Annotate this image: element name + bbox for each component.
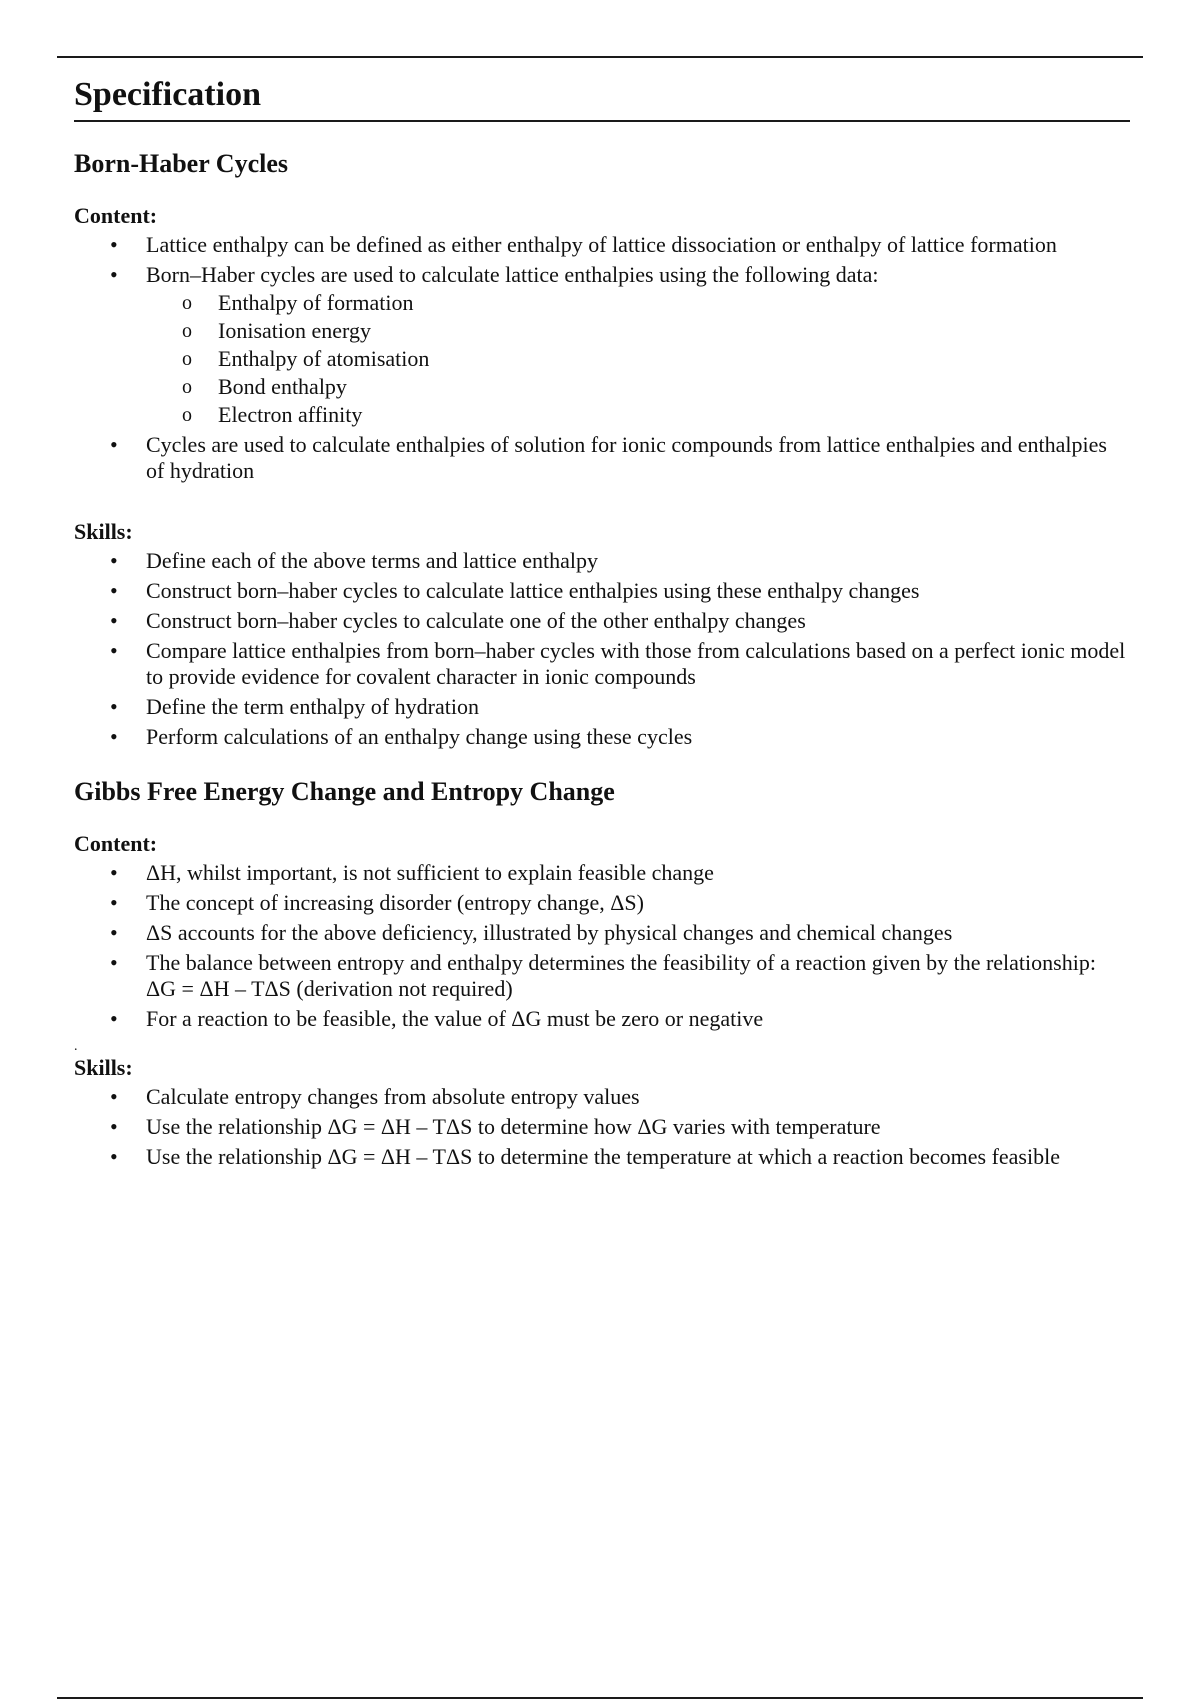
list-item-text: Perform calculations of an enthalpy change using these cycles — [146, 724, 693, 749]
list-item-text: ΔS accounts for the above deficiency, illustrated by physical changes and chemical changes — [146, 920, 953, 945]
bullet-marker: • — [110, 890, 118, 915]
sublist-item — [182, 290, 1126, 316]
skills-label: Skills: — [74, 519, 133, 544]
content-list — [74, 232, 1134, 484]
section-heading-born-haber: Born-Haber Cycles — [74, 149, 288, 178]
section-heading-gibbs: Gibbs Free Energy Change and Entropy Change — [74, 777, 615, 806]
list-item-text: For a reaction to be feasible, the value of ΔG must be zero or negative — [146, 1006, 764, 1031]
bullet-marker: • — [110, 694, 118, 719]
content-list — [74, 860, 1134, 1032]
list-item — [110, 1144, 1126, 1170]
list-item-text: Born–Haber cycles are used to calculate lattice enthalpies using the following data: — [146, 262, 879, 287]
circle-marker: o — [182, 404, 192, 426]
list-item — [110, 1084, 1126, 1110]
list-item-text: Compare lattice enthalpies from born–haber cycles with those from calculations based on a perfect ionic model to provide evidence for covalent character in ionic compounds — [146, 638, 1126, 689]
circle-marker: o — [182, 348, 192, 370]
sublist-item-text: Electron affinity — [218, 402, 363, 427]
bullet-marker: • — [110, 638, 118, 663]
content-label: Content: — [74, 203, 158, 228]
list-item — [110, 890, 1126, 916]
bullet-marker: • — [110, 920, 118, 945]
list-item — [110, 638, 1126, 690]
list-item — [110, 1006, 1126, 1032]
list-item-text: Define each of the above terms and lattice enthalpy — [146, 548, 599, 573]
list-item — [110, 694, 1126, 720]
bullet-marker: • — [110, 724, 118, 749]
list-item — [110, 548, 1126, 574]
bullet-marker: • — [110, 1084, 118, 1109]
list-item — [110, 262, 1126, 428]
list-item — [110, 608, 1126, 634]
document-page — [74, 72, 1134, 1174]
skills-list — [74, 1084, 1134, 1170]
list-item-text: Cycles are used to calculate enthalpies of solution for ionic compounds from lattice enthalpies and enthalpies of hydration — [146, 432, 1107, 483]
page-title: Specification — [74, 72, 1130, 122]
sublist-item-text: Enthalpy of atomisation — [218, 346, 430, 371]
list-item-text: Use the relationship ΔG = ΔH – TΔS to determine the temperature at which a reaction becomes feasible — [146, 1144, 1060, 1169]
skills-list — [74, 548, 1134, 750]
list-item-text: ΔH, whilst important, is not sufficient to explain feasible change — [146, 860, 714, 885]
sublist-item-text: Ionisation energy — [218, 318, 371, 343]
sublist-item-text: Bond enthalpy — [218, 374, 347, 399]
list-item-text: The balance between entropy and enthalpy determines the feasibility of a reaction given by the relationship: ΔG = ΔH – TΔS (derivation not required) — [146, 950, 1096, 1001]
circle-marker: o — [182, 376, 192, 398]
list-item — [110, 950, 1126, 1002]
data-sublist — [146, 290, 1126, 428]
sublist-item — [182, 402, 1126, 428]
bullet-marker: • — [110, 262, 118, 287]
bullet-marker: • — [110, 860, 118, 885]
list-item-text: Define the term enthalpy of hydration — [146, 694, 479, 719]
bullet-marker: • — [110, 1006, 118, 1031]
sublist-item — [182, 374, 1126, 400]
bullet-marker: • — [110, 432, 118, 457]
list-item-text: Calculate entropy changes from absolute entropy values — [146, 1084, 640, 1109]
section-gibbs — [74, 776, 1134, 1170]
bullet-marker: • — [110, 232, 118, 257]
stray-mark: . — [74, 1039, 78, 1054]
list-item — [110, 232, 1126, 258]
bullet-marker: • — [110, 608, 118, 633]
list-item — [110, 724, 1126, 750]
circle-marker: o — [182, 320, 192, 342]
sublist-item — [182, 346, 1126, 372]
bullet-marker: • — [110, 1144, 118, 1169]
list-item — [110, 578, 1126, 604]
list-item — [110, 860, 1126, 886]
bottom-rule — [57, 1697, 1143, 1699]
skills-label: Skills: — [74, 1055, 133, 1080]
content-label: Content: — [74, 831, 158, 856]
list-item — [110, 432, 1126, 484]
bullet-marker: • — [110, 548, 118, 573]
list-item-text: The concept of increasing disorder (entropy change, ΔS) — [146, 890, 644, 915]
list-item — [110, 920, 1126, 946]
bullet-marker: • — [110, 578, 118, 603]
circle-marker: o — [182, 292, 192, 314]
section-born-haber — [74, 148, 1134, 750]
bullet-marker: • — [110, 950, 118, 975]
sublist-item-text: Enthalpy of formation — [218, 290, 414, 315]
top-rule — [57, 56, 1143, 58]
bullet-marker: • — [110, 1114, 118, 1139]
list-item — [110, 1114, 1126, 1140]
list-item-text: Construct born–haber cycles to calculate lattice enthalpies using these enthalpy changes — [146, 578, 920, 603]
list-item-text: Use the relationship ΔG = ΔH – TΔS to determine how ΔG varies with temperature — [146, 1114, 881, 1139]
list-item-text: Lattice enthalpy can be defined as either enthalpy of lattice dissociation or enthalpy of lattice formation — [146, 232, 1057, 257]
sublist-item — [182, 318, 1126, 344]
list-item-text: Construct born–haber cycles to calculate one of the other enthalpy changes — [146, 608, 806, 633]
